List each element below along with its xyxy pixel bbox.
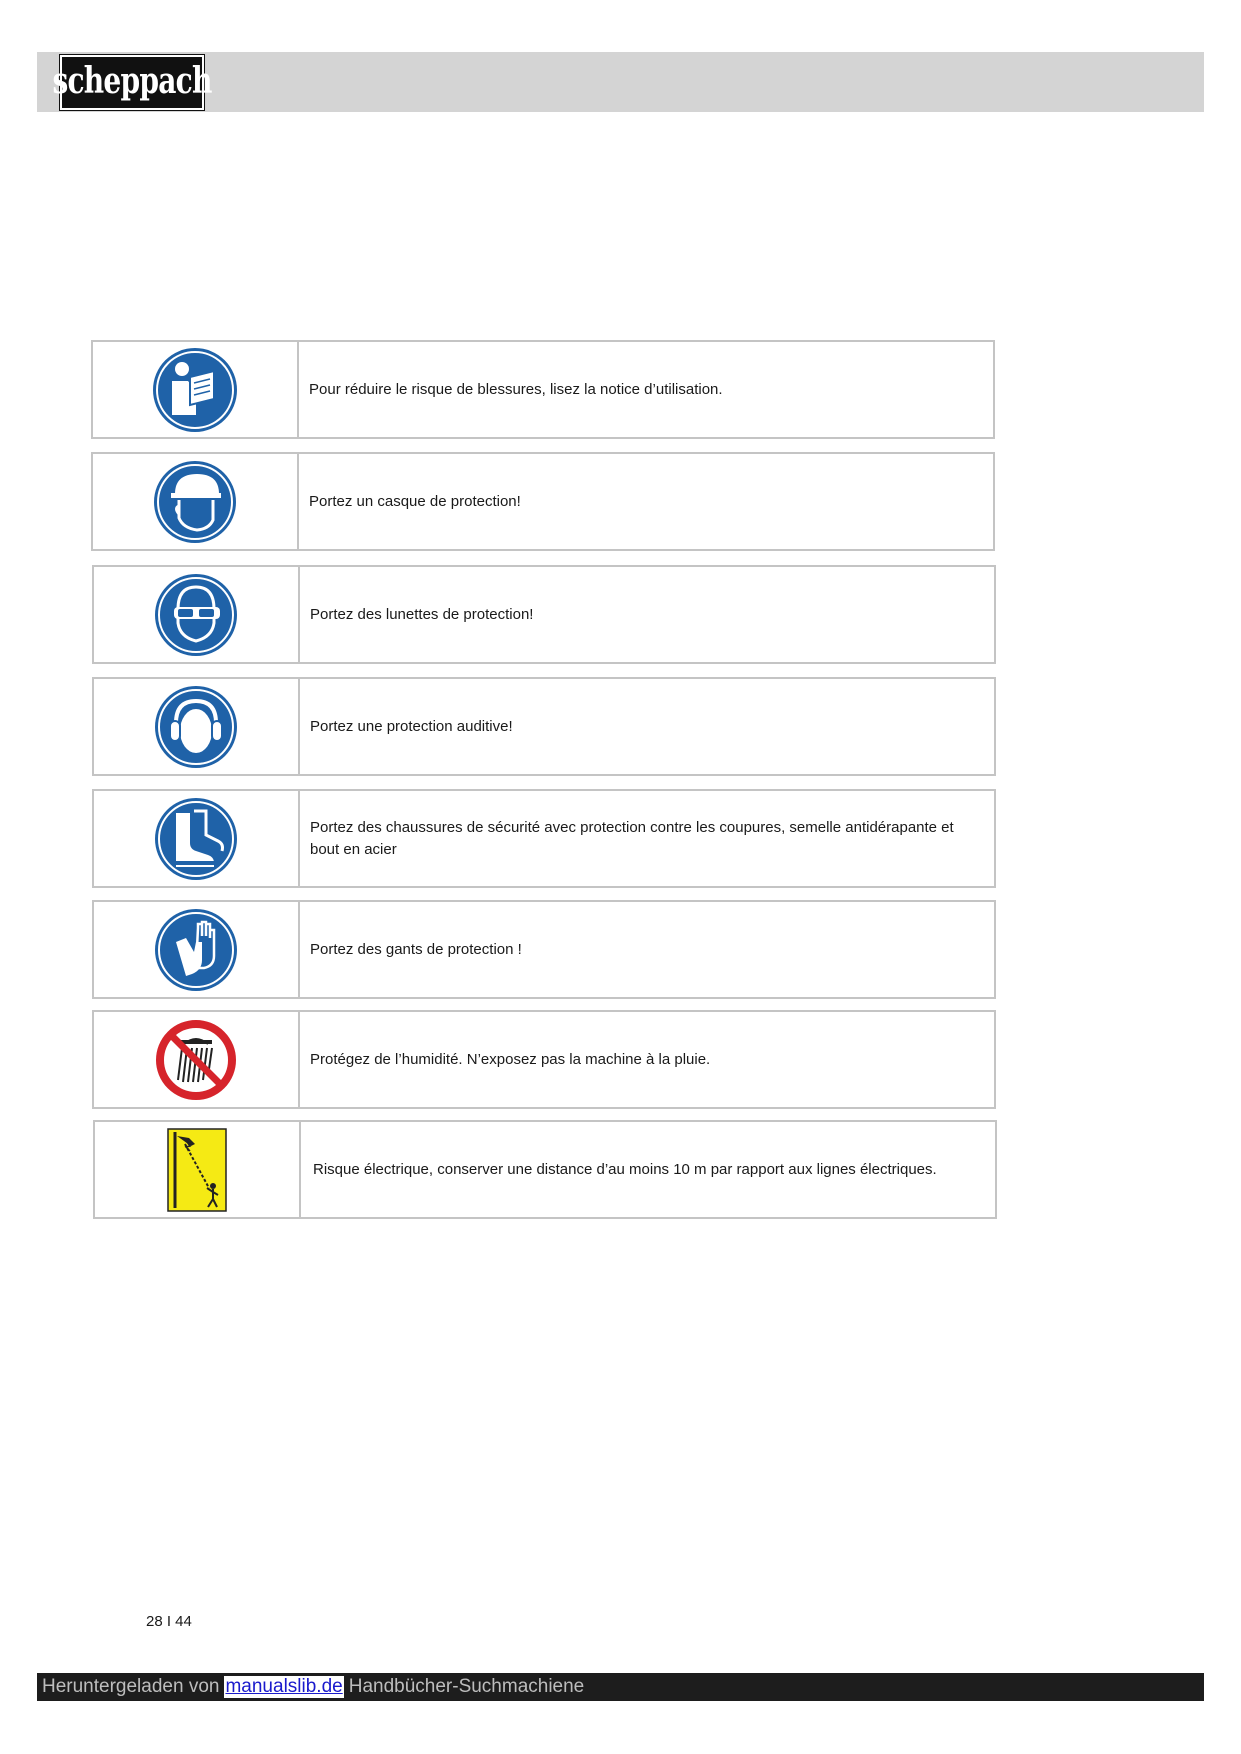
symbol-row (92, 1010, 996, 1109)
page-number: 28 I 44 (146, 1613, 192, 1630)
symbol-row (92, 565, 996, 664)
ear-protection-icon (154, 685, 238, 769)
symbol-description: Pour réduire le risque de blessures, lisez la notice d’utilisation. (309, 380, 723, 398)
symbol-icon-cell (94, 902, 300, 997)
symbol-row (91, 452, 995, 551)
symbol-icon-cell (94, 679, 300, 774)
electric-lines-warning-icon (167, 1128, 227, 1212)
symbol-description: Portez des chaussures de sécurité avec protection contre les coupures, semelle antidérapante et bout en acier (310, 818, 954, 858)
symbol-description: Protégez de l’humidité. N’exposez pas la machine à la pluie. (310, 1050, 711, 1068)
helmet-icon (153, 460, 237, 544)
symbol-icon-cell (94, 567, 300, 662)
symbol-row (93, 1120, 997, 1219)
header-bar (37, 52, 1204, 112)
symbol-icon-cell (93, 454, 299, 549)
no-rain-icon (154, 1018, 238, 1102)
footer-suffix: Handbücher-Suchmachiene (348, 1676, 585, 1697)
symbol-description: Risque électrique, conserver une distance d’au moins 10 m par rapport aux lignes électriques. (313, 1160, 937, 1178)
brand-logo (52, 55, 212, 110)
symbol-description: Portez des gants de protection ! (310, 940, 522, 958)
read-manual-icon (152, 347, 238, 433)
symbol-row (91, 340, 995, 439)
symbol-row (92, 900, 996, 999)
symbol-icon-cell (95, 1122, 301, 1217)
symbol-row (92, 677, 996, 776)
gloves-icon (154, 908, 238, 992)
footer-prefix: Heruntergeladen von (42, 1676, 220, 1697)
symbol-icon-cell (94, 1012, 300, 1107)
brand-logo-text: scheppach (52, 59, 212, 102)
symbol-icon-cell (93, 342, 299, 437)
symbol-icon-cell (94, 791, 300, 886)
symbol-row (92, 789, 996, 888)
footer-bar (37, 1673, 1204, 1701)
symbol-description: Portez des lunettes de protection! (310, 605, 534, 623)
footer-link[interactable]: manualslib.de (225, 1676, 343, 1697)
goggles-icon (154, 573, 238, 657)
safety-boots-icon (154, 797, 238, 881)
symbol-description: Portez un casque de protection! (309, 492, 521, 510)
symbol-description: Portez une protection auditive! (310, 717, 513, 735)
